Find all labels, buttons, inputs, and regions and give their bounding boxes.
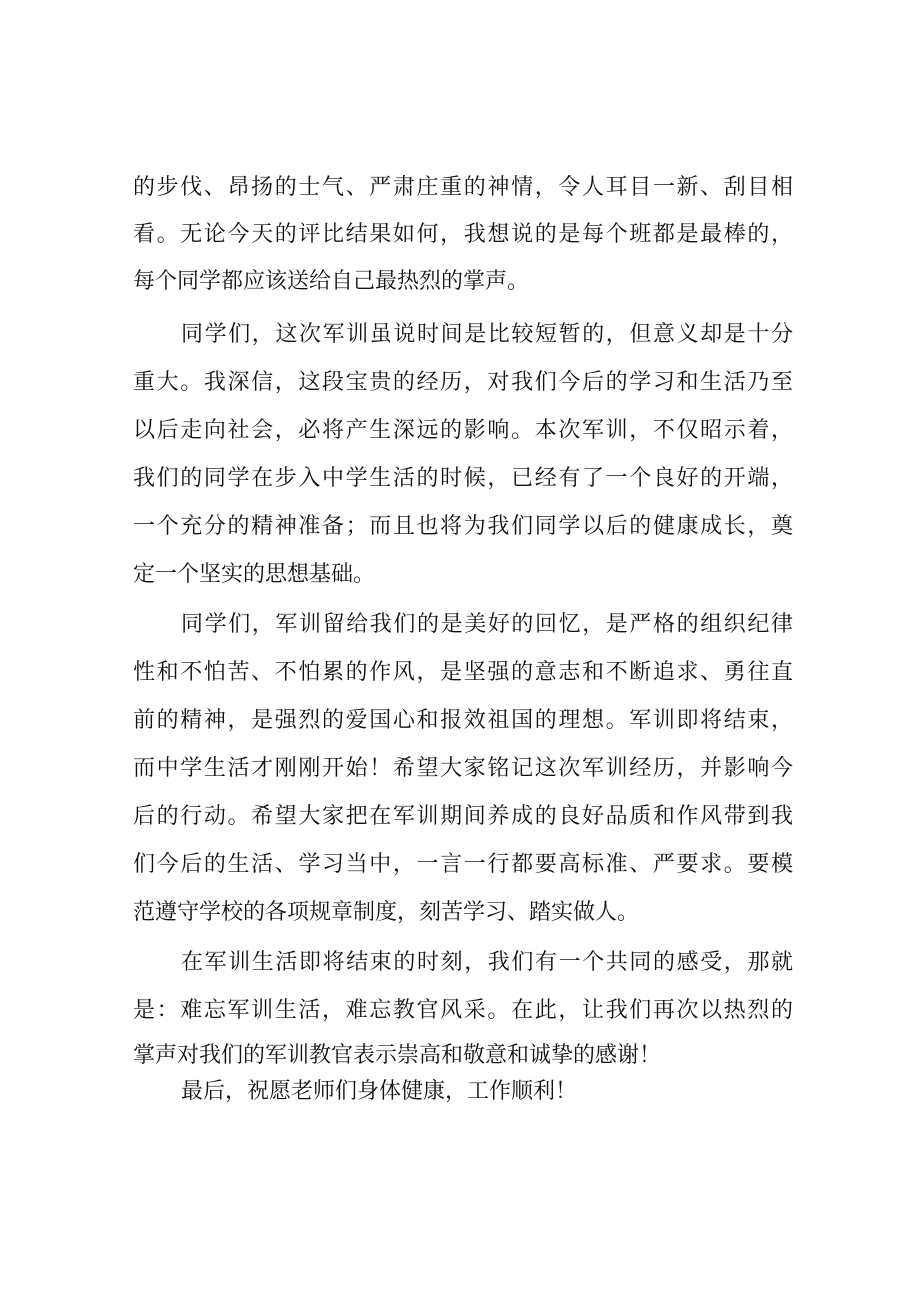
paragraph-3-line-1: 同学们，军训留给我们的是美好的回忆，是严格的组织纪律 [181,612,793,637]
paragraph-3-line-6: 们今后的生活、学习当中，一言一行都要高标准、严要求。要模 [133,852,793,877]
paragraph-4-line-1: 在军训生活即将结束的时刻，我们有一个共同的感受，那就 [181,950,793,975]
paragraph-4-line-2: 是：难忘军训生活，难忘教官风采。在此，让我们再次以热烈的 [133,998,793,1023]
paragraph-4-line-3: 掌声对我们的军训教官表示崇高和敬意和诚挚的感谢！ [133,1043,662,1068]
paragraph-3-line-7: 范遵守学校的各项规章制度，刻苦学习、踏实做人。 [133,900,640,925]
paragraph-3-line-3: 前的精神，是强烈的爱国心和报效祖国的理想。军训即将结束， [133,708,793,733]
paragraph-1-line-1: 的步伐、昂扬的士气、严肃庄重的神情，令人耳目一新、刮目相 [133,175,793,200]
paragraph-2-line-5: 一个充分的精神准备；而且也将为我们同学以后的健康成长，奠 [133,514,793,539]
paragraph-2-line-4: 我们的同学在步入中学生活的时候，已经有了一个良好的开端， [133,466,793,491]
paragraph-2-line-1: 同学们，这次军训虽说时间是比较短暂的，但意义却是十分 [181,322,793,347]
paragraph-2-line-2: 重大。我深信，这段宝贵的经历，对我们今后的学习和生活乃至 [133,370,793,395]
paragraph-3-line-4: 而中学生活才刚刚开始！希望大家铭记这次军训经历，并影响今 [133,756,793,781]
paragraph-1-line-3: 每个同学都应该送给自己最热烈的掌声。 [133,269,530,294]
paragraph-5-line-1: 最后，祝愿老师们身体健康，工作顺利！ [181,1079,578,1104]
paragraph-3-line-5: 后的行动。希望大家把在军训期间养成的良好品质和作风带到我 [133,804,793,829]
paragraph-1-line-2: 看。无论今天的评比结果如何，我想说的是每个班都是最棒的， [133,222,793,247]
paragraph-3-line-2: 性和不怕苦、不怕累的作风，是坚强的意志和不断追求、勇往直 [133,660,793,685]
paragraph-2-line-3: 以后走向社会，必将产生深远的影响。本次军训，不仅昭示着， [133,418,793,443]
paragraph-2-line-6: 定一个坚实的思想基础。 [133,562,376,587]
